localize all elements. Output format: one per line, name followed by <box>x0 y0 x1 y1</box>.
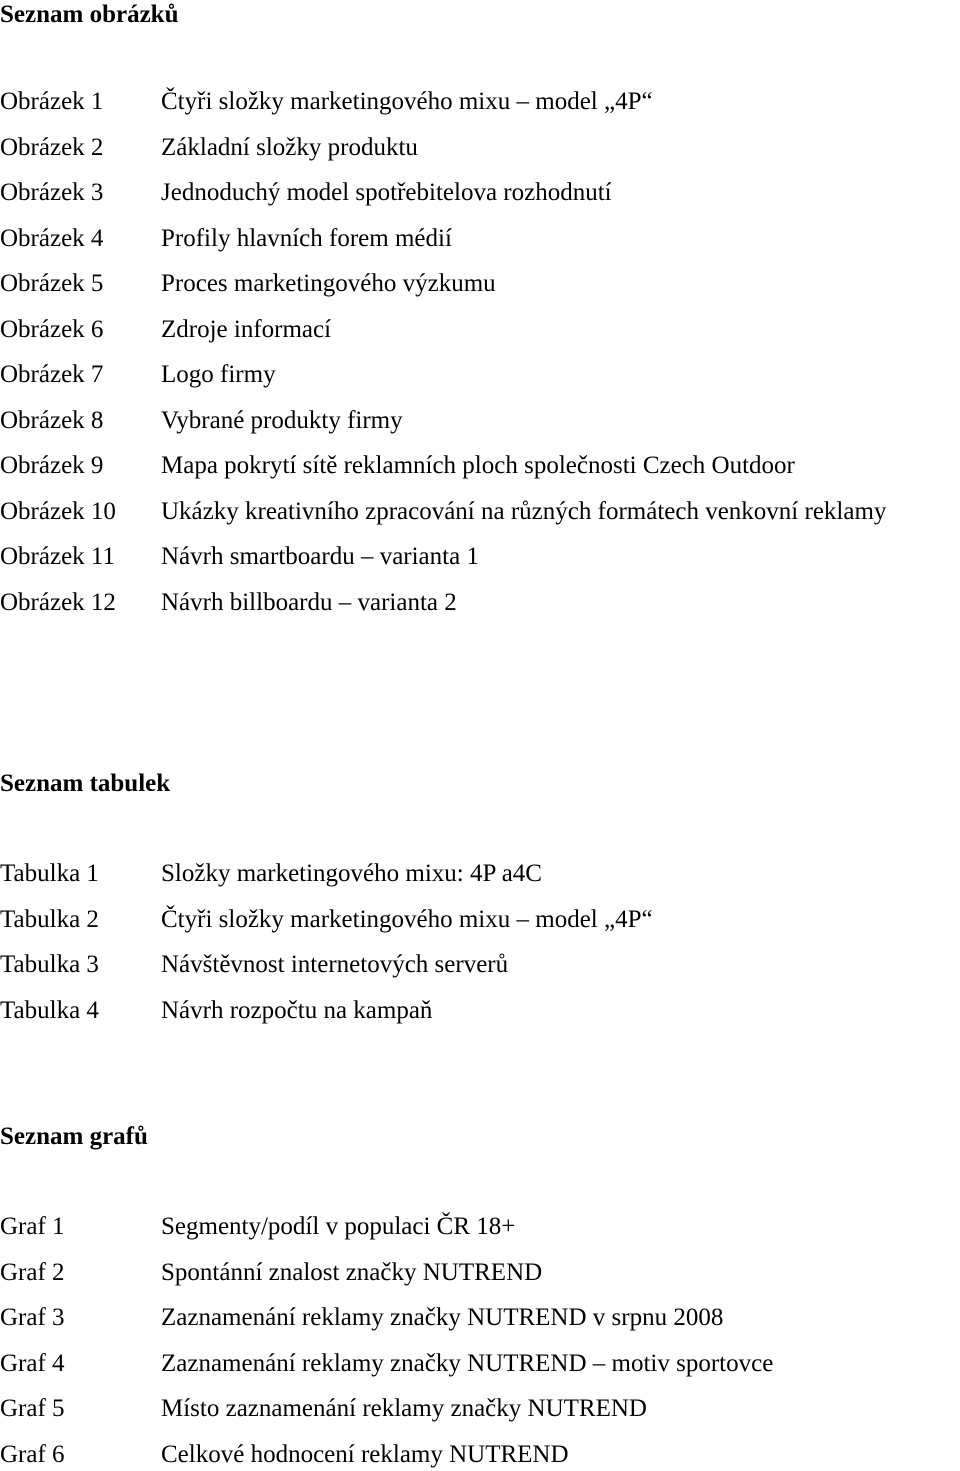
list-item <box>0 450 960 482</box>
list-item <box>0 177 960 209</box>
item-label: Obrázek 11 <box>0 543 115 570</box>
item-label: Obrázek 1 <box>0 88 104 115</box>
item-title: Segmenty/podíl v populaci ČR 18+ <box>161 1213 516 1240</box>
item-label: Graf 5 <box>0 1395 65 1422</box>
list-item <box>0 268 960 300</box>
item-title: Návrh billboardu – varianta 2 <box>161 588 457 616</box>
figures-heading: Seznam obrázků <box>0 1 179 28</box>
item-label: Obrázek 8 <box>0 406 104 434</box>
list-item <box>0 1393 960 1425</box>
item-label: Obrázek 5 <box>0 270 104 297</box>
list-item <box>0 132 960 164</box>
item-title: Návštěvnost internetových serverů <box>161 951 509 978</box>
item-title: Logo firmy <box>161 361 276 388</box>
item-title: Složky marketingového mixu: 4P a4C <box>161 860 542 887</box>
list-item <box>0 541 960 573</box>
item-title: Vybrané produkty firmy <box>161 406 403 434</box>
list-item <box>0 995 960 1027</box>
list-item <box>0 1302 960 1334</box>
item-label: Graf 3 <box>0 1304 65 1331</box>
tables-heading: Seznam tabulek <box>0 770 171 797</box>
item-title: Zaznamenání reklamy značky NUTREND – motiv sportovce <box>161 1349 774 1377</box>
list-item <box>0 587 960 619</box>
item-label: Obrázek 3 <box>0 179 104 206</box>
list-item <box>0 496 960 528</box>
item-title: Proces marketingového výzkumu <box>161 270 496 297</box>
item-title: Zaznamenání reklamy značky NUTREND v srpnu 2008 <box>161 1304 724 1331</box>
list-item <box>0 858 960 890</box>
item-label: Tabulka 2 <box>0 905 99 933</box>
item-label: Obrázek 2 <box>0 133 104 161</box>
item-label: Obrázek 9 <box>0 452 104 479</box>
item-title: Zdroje informací <box>161 315 332 343</box>
item-title: Návrh smartboardu – varianta 1 <box>161 543 479 570</box>
graphs-heading: Seznam grafů <box>0 1123 148 1150</box>
item-title: Návrh rozpočtu na kampaň <box>161 996 433 1024</box>
list-item <box>0 405 960 437</box>
item-label: Tabulka 3 <box>0 951 99 978</box>
item-title: Místo zaznamenání reklamy značky NUTREND <box>161 1395 647 1422</box>
list-item <box>0 359 960 391</box>
list-item <box>0 1348 960 1380</box>
item-title: Mapa pokrytí sítě reklamních ploch společnosti Czech Outdoor <box>161 452 795 479</box>
item-label: Graf 6 <box>0 1440 65 1468</box>
list-item <box>0 904 960 936</box>
item-label: Obrázek 4 <box>0 224 104 252</box>
item-label: Graf 1 <box>0 1213 65 1240</box>
list-item <box>0 949 960 981</box>
item-label: Obrázek 10 <box>0 497 116 525</box>
list-item <box>0 223 960 255</box>
item-title: Profily hlavních forem médií <box>161 224 452 252</box>
item-title: Čtyři složky marketingového mixu – model „4P“ <box>161 905 653 933</box>
item-label: Tabulka 4 <box>0 996 99 1024</box>
item-title: Celkové hodnocení reklamy NUTREND <box>161 1440 569 1468</box>
item-title: Základní složky produktu <box>161 133 418 161</box>
item-label: Obrázek 7 <box>0 361 104 388</box>
item-label: Obrázek 12 <box>0 588 116 616</box>
list-item <box>0 1439 960 1471</box>
list-item <box>0 86 960 118</box>
item-title: Spontánní znalost značky NUTREND <box>161 1258 543 1286</box>
item-label: Tabulka 1 <box>0 860 99 887</box>
list-item <box>0 1257 960 1289</box>
list-item <box>0 314 960 346</box>
item-label: Graf 2 <box>0 1258 65 1286</box>
item-title: Ukázky kreativního zpracování na různých formátech venkovní reklamy <box>161 497 887 525</box>
list-item <box>0 1211 960 1243</box>
item-title: Jednoduchý model spotřebitelova rozhodnutí <box>161 179 612 206</box>
item-label: Graf 4 <box>0 1349 65 1377</box>
item-title: Čtyři složky marketingového mixu – model „4P“ <box>161 88 653 115</box>
item-label: Obrázek 6 <box>0 315 104 343</box>
